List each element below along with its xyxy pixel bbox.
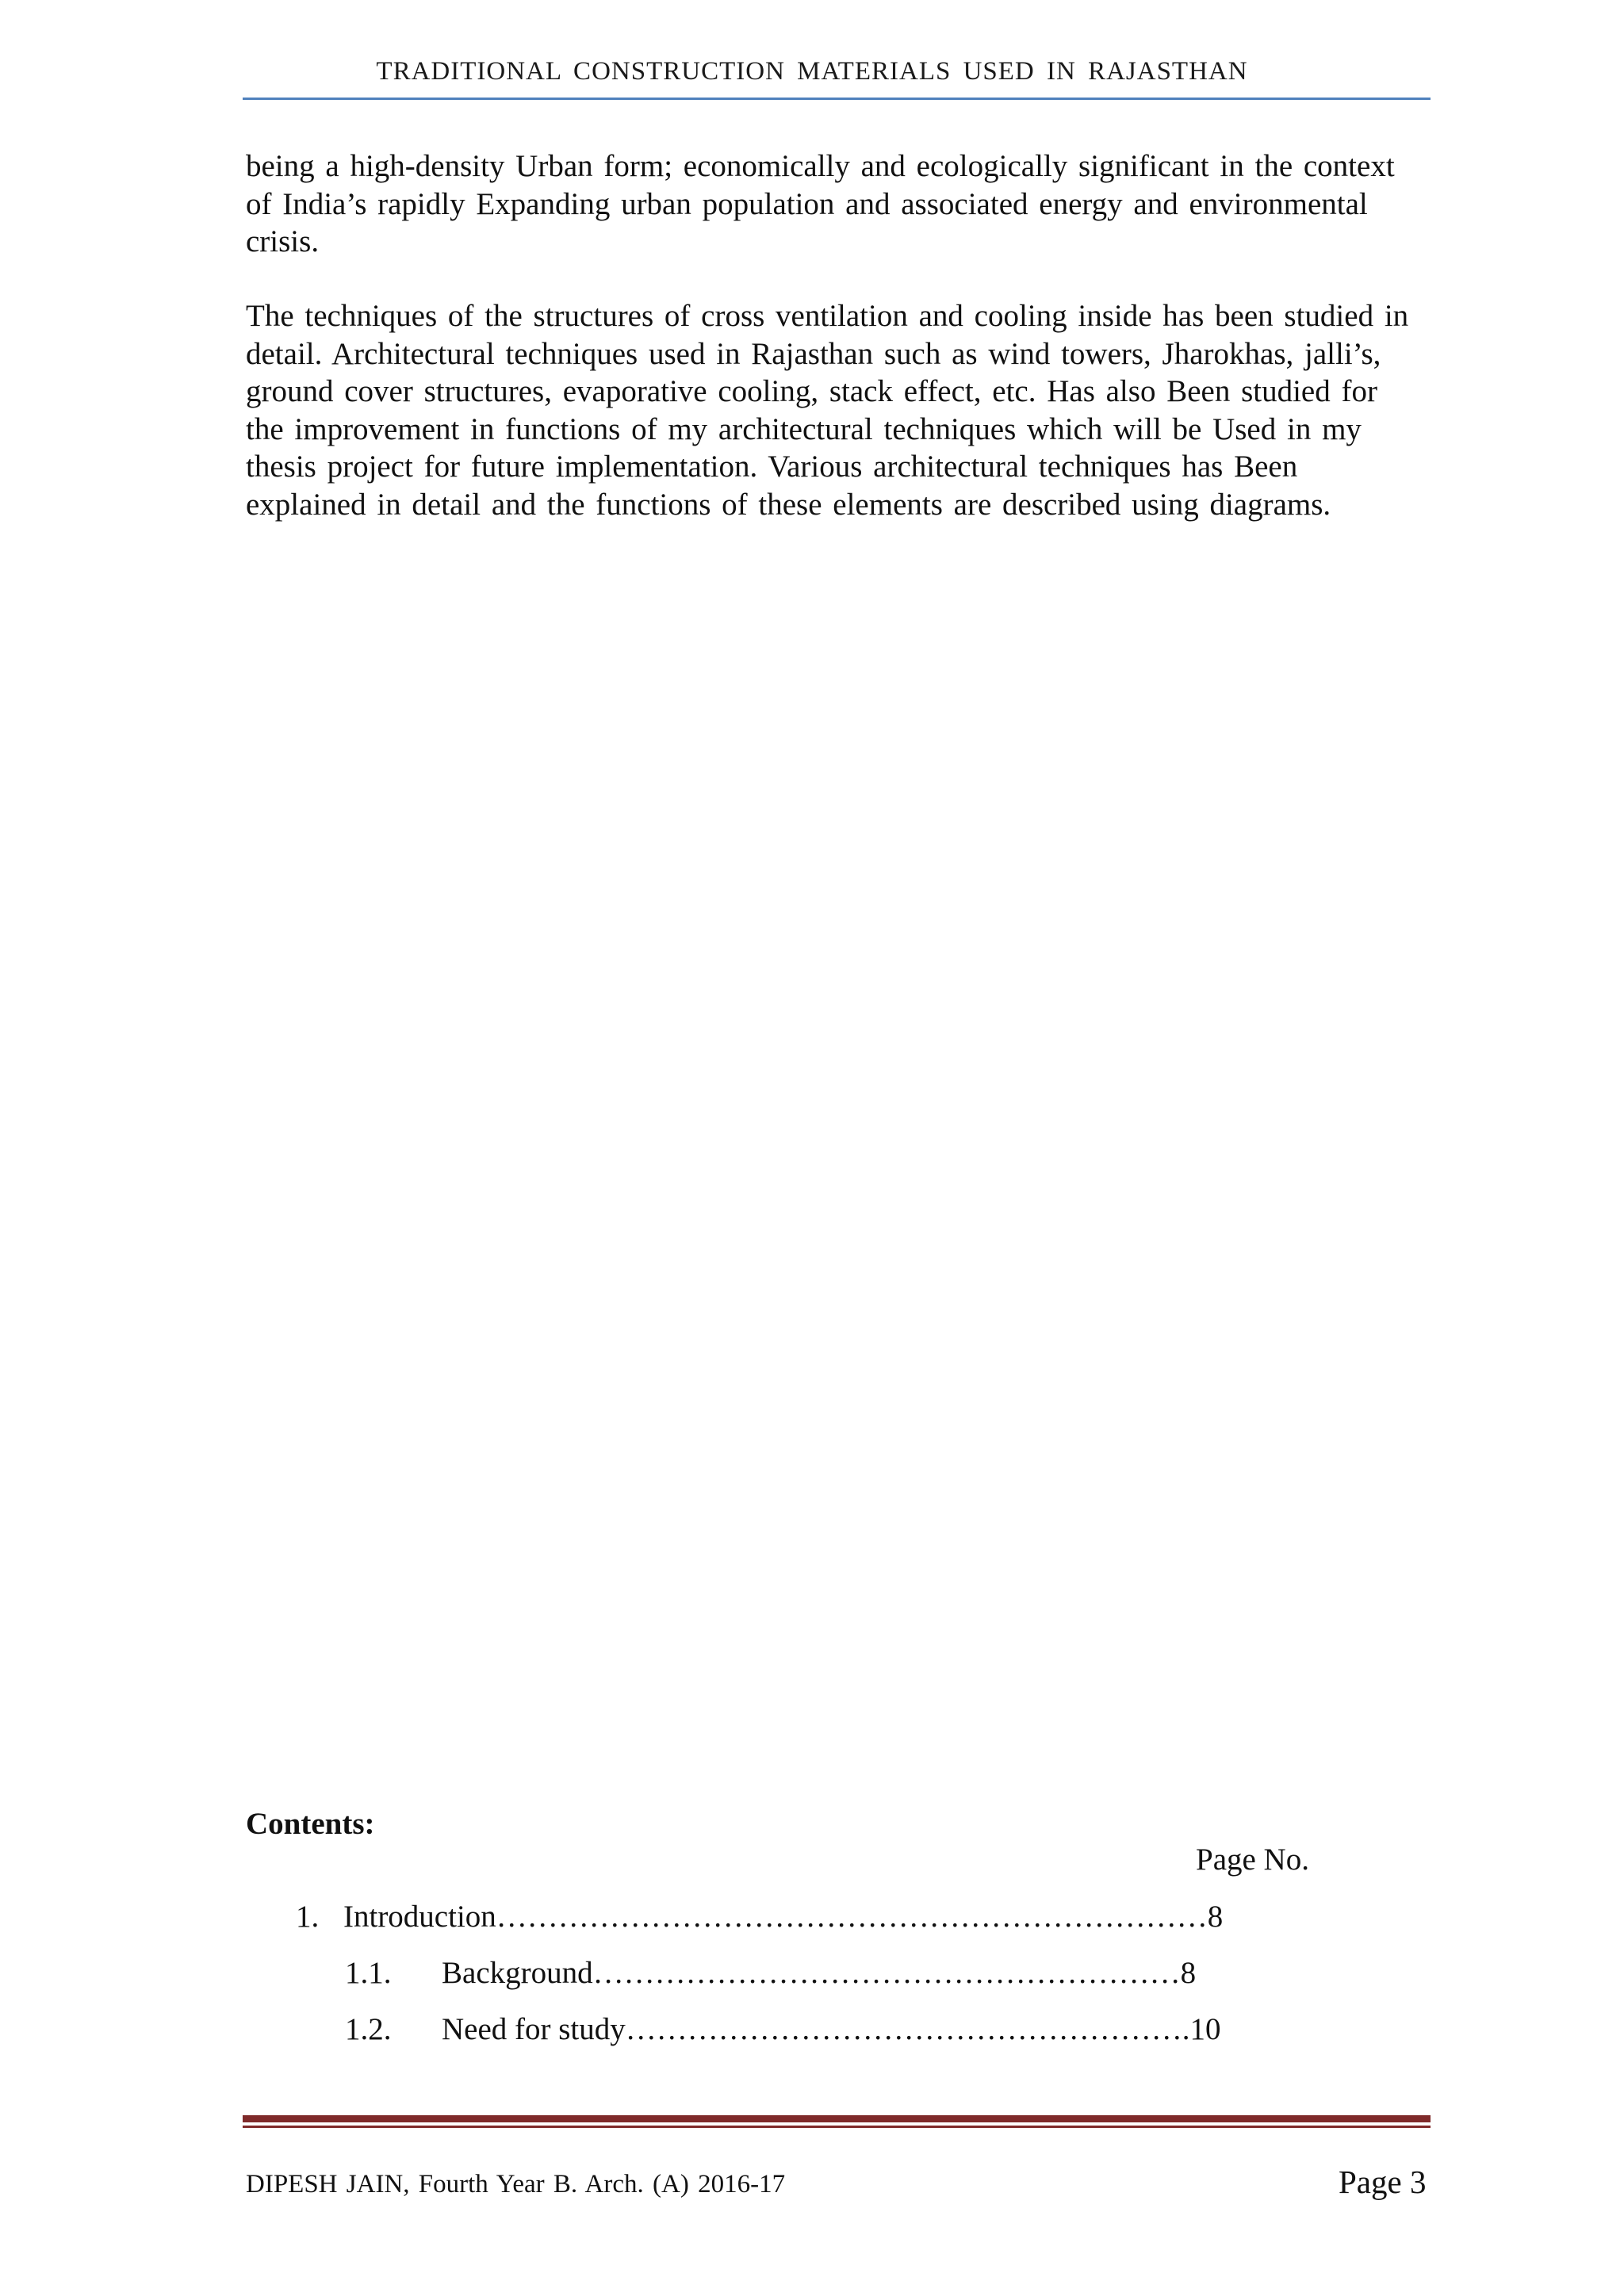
footer-author-line: DIPESH JAIN, Fourth Year B. Arch. (A) 2016-17	[246, 2170, 786, 2198]
toc-entry-number: 1.1.	[345, 1956, 392, 1990]
toc-entry-title: Need for study……………………………………………….10	[442, 2012, 1221, 2046]
toc-entry-number: 1.2.	[345, 2012, 392, 2046]
footer-page-number: Page 3	[1339, 2164, 1427, 2200]
page-number-column-label: Page No.	[1196, 1843, 1309, 1877]
toc-entry-number: 1.	[296, 1900, 320, 1934]
toc-entry-title: Introduction……………………………………………………………8	[343, 1900, 1224, 1934]
body-paragraph-1: being a high-density Urban form; economically and ecologically significant in the context of India’s rapidly Expanding urban population and associated energy and environmental crisis.	[246, 149, 1395, 258]
contents-heading: Contents:	[246, 1807, 375, 1841]
toc-entry-title: Background…………………………………………………8	[442, 1956, 1197, 1990]
footer-divider-thin	[243, 2126, 1431, 2128]
footer-divider-thick	[243, 2115, 1431, 2122]
body-paragraph-2: The techniques of the structures of cross ventilation and cooling inside has been studied in detail. Architectural techniques used in Rajasthan such as wind towers, Jharokhas, jalli’s, ground cover structures, evaporative cooling, stack effect, etc. Has also Been studied for the improvement in functions of my architectural techniques which will be Used in my thesis project for future implementation. Various architectural techniques has Been explained in detail and the functions of these elements are described using diagrams.	[246, 299, 1409, 522]
running-header-title: TRADITIONAL CONSTRUCTION MATERIALS USED IN RAJASTHAN	[376, 57, 1248, 86]
header-divider	[243, 98, 1431, 100]
